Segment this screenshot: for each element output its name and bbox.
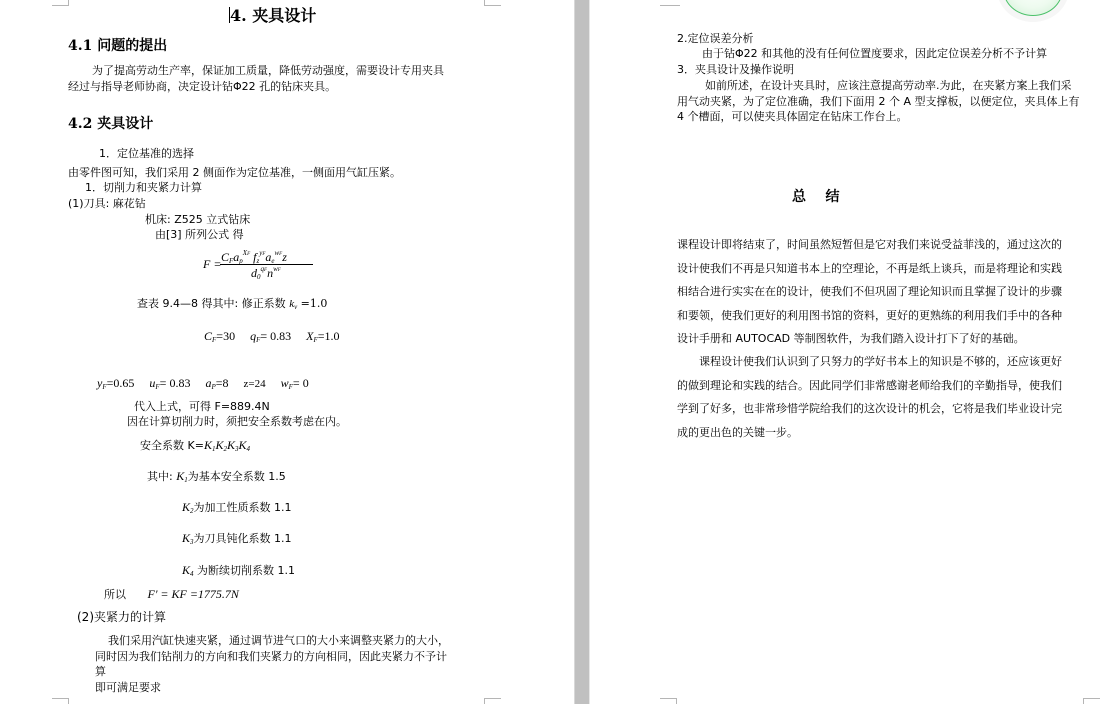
- item-force-calc: 1．切削力和夹紧力计算: [85, 181, 202, 194]
- summary-p2-line: 的做到理论和实践的结合。因此同学们非常感谢老师给我们的辛勤指导，使我们: [677, 378, 1062, 392]
- factor-k3: $K_3$为刀具钝化系数 1.1: [182, 531, 292, 546]
- formula-intro: 由[3] 所列公式 得: [155, 228, 244, 241]
- tool-label: (1)刀具: 麻花钻: [68, 197, 146, 210]
- correction-coefficient: $k_v$: [289, 298, 298, 311]
- section1-para-line2: 经过与指导老师协商，决定设计钻Φ22 孔的钻床夹具。: [68, 80, 337, 93]
- clamp-heading: (2)夹紧力的计算: [77, 610, 166, 624]
- coefficients-row-2: $y_F=0.65$ $u_F= 0.83$ $a_P=8$ z=24 $w_F= 0$: [97, 376, 309, 391]
- safety-factor-line: [140, 438, 250, 456]
- section-heading-4-2: 4.2 夹具设计: [68, 116, 154, 132]
- fixture-operation-line-2: 用气动夹紧，为了定位准确，我们下面用 2 个 A 型支撑板，以便定位，夹具体上有: [677, 95, 1080, 108]
- summary-paragraph-1: [677, 233, 1095, 351]
- result-formula: F' = KF =1775.7N: [147, 587, 239, 601]
- machine-label: 机床: Z525 立式钻床: [145, 213, 251, 226]
- summary-p2-line: 成的更出色的关键一步。: [677, 425, 798, 439]
- summary-title: 总 结: [792, 189, 840, 205]
- summary-p1-line: 设计使我们不再是只知道书本上的空理论，不再是纸上谈兵，而是将理论和实践: [677, 261, 1062, 275]
- chapter-title-text: 4. 夹具设计: [230, 6, 317, 25]
- summary-p2-line: 课程设计使我们认识到了只努力的学好书本上的知识是不够的，还应该更好: [699, 355, 1062, 368]
- lookup-text: [137, 297, 327, 314]
- crop-mark-top-left: [660, 0, 680, 6]
- substitute-result: 代入上式，可得 F=889.4N: [134, 400, 270, 413]
- formula-numerator: $C_Fa_p^{XF}$ $f_z^{yF}a_e^{wF}z$: [221, 249, 287, 265]
- section-heading-4-1: 4.1 问题的提出: [68, 38, 168, 54]
- summary-p1-line: 课程设计即将结束了，时间虽然短暂但是它对我们来说受益菲浅的，通过这次的: [677, 238, 1062, 251]
- factor-k2: $K_2$为加工性质系数 1.1: [182, 500, 292, 515]
- formula-denominator: $d_0^{qF}n^{wF}$: [251, 265, 281, 281]
- crop-mark-bottom-left: [52, 698, 69, 704]
- crop-mark-top-right: [484, 0, 501, 6]
- item-positioning-error: 2.定位误差分析: [677, 32, 754, 45]
- formula-lhs: F =: [203, 257, 222, 271]
- crop-mark-bottom-right: [484, 698, 501, 704]
- chapter-title: [229, 7, 316, 23]
- item-locating-datum: 1．定位基准的选择: [99, 147, 194, 160]
- safety-formula: $K_1K_2K_3K_4$: [203, 438, 250, 453]
- summary-paragraph-2: [677, 350, 1095, 444]
- positioning-error-text: 由于钻Φ22 和其他的没有任何位置度要求，因此定位误差分析不予计算: [702, 47, 1048, 60]
- factor-k1: 其中: $K_1$为基本安全系数 1.5: [147, 469, 286, 484]
- section1-para-line1: 为了提高劳动生产率，保证加工质量，降低劳动强度，需要设计专用夹具: [92, 64, 444, 77]
- summary-p1-line: 相结合进行实实在在的设计，使我们不但巩固了理论知识而且掌握了设计的步骤: [677, 285, 1062, 298]
- page-gutter: [574, 0, 590, 704]
- result-label: 所以: [104, 588, 126, 601]
- crop-mark-bottom-left: [660, 698, 677, 704]
- fixture-operation-line-1: 如前所述，在设计夹具时，应该注意提高劳动率.为此，在夹紧方案上我们采: [705, 79, 1072, 92]
- clamp-line-4: 即可满足要求: [95, 681, 161, 694]
- safety-note: 因在计算切削力时，须把安全系数考虑在内。: [127, 415, 347, 428]
- crop-mark-bottom-right: [1083, 698, 1100, 704]
- summary-p1-line: 设计手册和 AUTOCAD 等制图软件，为我们踏入设计打下了好的基础。: [677, 332, 1025, 345]
- correction-value: =1.0: [297, 297, 328, 310]
- crop-mark-top-left: [52, 0, 69, 6]
- coefficients-row-1: $C_F=30$ $q_F= 0.83$ $X_F=1.0$: [204, 329, 340, 344]
- clamp-line-3: 算: [95, 665, 106, 678]
- final-result-line: [104, 587, 239, 602]
- factor-k4: $K_4$ 为断续切削系数 1.1: [182, 563, 296, 578]
- summary-p1-line: 和要领，使我们更好的利用图书馆的资料，更好的更熟练的利用我们手中的各种: [677, 308, 1062, 322]
- cutting-force-formula: [203, 249, 323, 283]
- safety-label: 安全系数 K=: [140, 439, 204, 452]
- lookup-label: 查表 9.4—8 得其中: 修正系数: [137, 297, 286, 310]
- clamp-line-2: 同时因为我们钻削力的方向和我们夹紧力的方向相同，因此夹紧力不予计: [95, 650, 447, 663]
- locating-datum-text: 由零件图可知，我们采用 2 侧面作为定位基准，一侧面用气缸压紧。: [68, 166, 401, 179]
- item-fixture-operation: 3．夹具设计及操作说明: [677, 63, 794, 76]
- where-label: 其中:: [147, 470, 173, 483]
- document-page-right[interactable]: [590, 0, 1106, 704]
- clamp-line-1: 我们采用汽缸快速夹紧，通过调节进气口的大小来调整夹紧力的大小，: [108, 634, 449, 647]
- fixture-operation-line-3: 4 个槽面，可以使夹具体固定在钻床工作台上。: [677, 110, 908, 123]
- summary-p2-line: 学到了好多，也非常珍惜学院给我们的这次设计的机会，它将是我们毕业设计完: [677, 402, 1062, 415]
